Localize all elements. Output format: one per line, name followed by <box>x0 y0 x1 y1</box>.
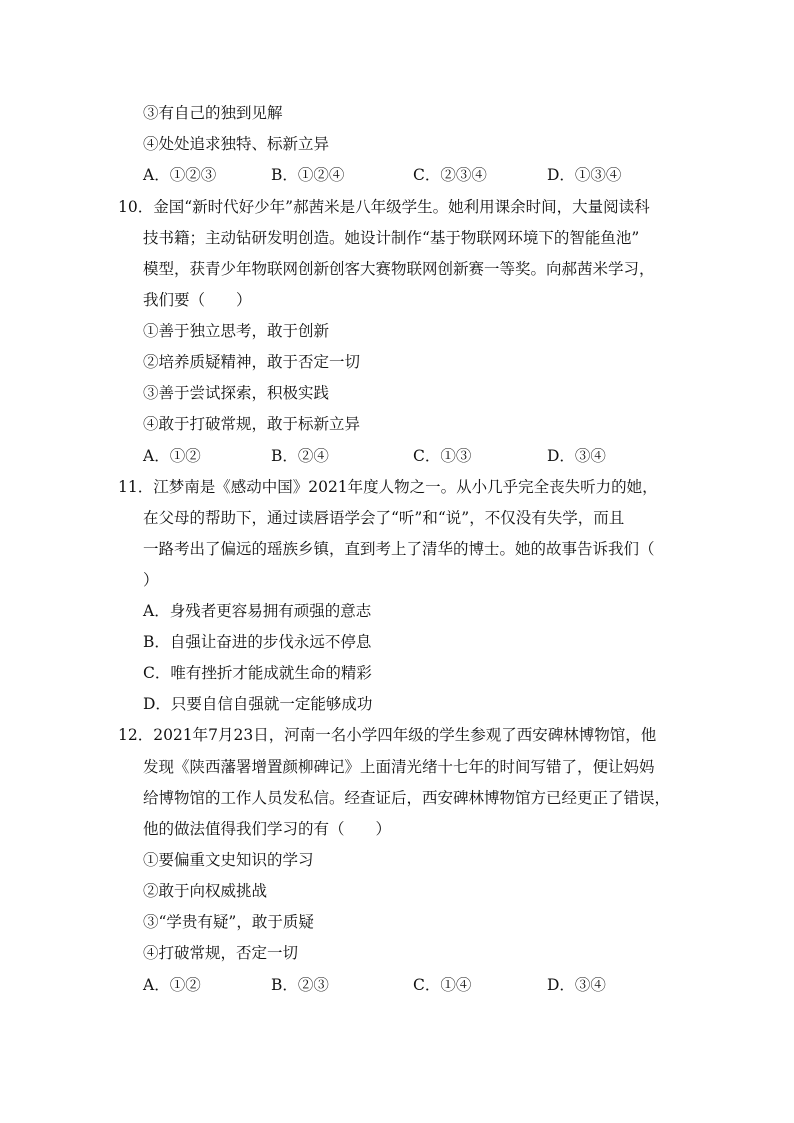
q10-stem-line-3: 模型，获青少年物联网创新创客大赛物联网创新赛一等奖。向郝茜米学习， <box>143 260 655 278</box>
q11-stem-line-2: 在父母的帮助下，通过读唇语学会了“听”和“说”，不仅没有失学，而且 <box>143 509 625 527</box>
q12-option-d[interactable]: D．③④ <box>547 976 606 994</box>
q9-option-b[interactable]: B．①②④ <box>271 166 345 184</box>
q11-stem-line-3: 一路考出了偏远的瑶族乡镇，直到考上了清华的博士。她的故事告诉我们（ <box>143 540 655 558</box>
q11-stem-line-4: ） <box>143 571 159 589</box>
q10-option-d[interactable]: D．③④ <box>547 447 606 465</box>
q10-stem-line-1: 10．金国“新时代好少年”郝茜米是八年级学生。她利用课余时间，大量阅读科 <box>118 198 650 216</box>
q11-option-a[interactable]: A．身残者更容易拥有顽强的意志 <box>143 602 372 620</box>
q12-statement-1: ①要偏重文史知识的学习 <box>143 851 314 869</box>
q12-stem-line-2: 发现《陕西藩署增置颜柳碑记》上面清光绪十七年的时间写错了，便让妈妈 <box>143 758 655 776</box>
q10-option-c[interactable]: C．①③ <box>413 447 472 465</box>
q10-statement-4: ④敢于打破常规，敢于标新立异 <box>143 415 361 433</box>
q12-statement-3: ③“学贵有疑”，敢于质疑 <box>143 913 314 931</box>
q10-option-a[interactable]: A．①② <box>143 447 201 465</box>
q10-stem-line-2: 技书籍；主动钻研发明创造。她设计制作“基于物联网环境下的智能鱼池” <box>143 229 640 247</box>
q10-statement-2: ②培养质疑精神，敢于否定一切 <box>143 353 361 371</box>
q9-options <box>143 165 703 185</box>
q12-statement-4: ④打破常规，否定一切 <box>143 944 299 962</box>
q9-option-d[interactable]: D．①③④ <box>547 166 622 184</box>
q11-option-b[interactable]: B．自强让奋进的步伐永远不停息 <box>143 633 372 651</box>
q9-statement-4: ④处处追求独特、标新立异 <box>143 135 330 153</box>
q11-stem-line-1: 11．江梦南是《感动中国》2021年度人物之一。从小几乎完全丧失听力的她， <box>118 478 658 496</box>
q9-option-c[interactable]: C．②③④ <box>413 166 487 184</box>
q12-stem-line-1: 12．2021年7月23日，河南一名小学四年级的学生参观了西安碑林博物馆，他 <box>118 726 657 744</box>
q12-stem-line-4: 他的做法值得我们学习的有（ ） <box>143 820 392 838</box>
q10-stem-line-4: 我们要（ ） <box>143 291 252 309</box>
q12-option-b[interactable]: B．②③ <box>271 976 329 994</box>
q10-options <box>143 446 703 466</box>
q12-option-c[interactable]: C．①④ <box>413 976 472 994</box>
q12-statement-2: ②敢于向权威挑战 <box>143 882 268 900</box>
q11-option-d[interactable]: D．只要自信自强就一定能够成功 <box>143 695 373 713</box>
q10-statement-3: ③善于尝试探索，积极实践 <box>143 384 330 402</box>
q12-stem-line-3: 给博物馆的工作人员发私信。经查证后，西安碑林博物馆方已经更正了错误， <box>143 789 671 807</box>
q10-statement-1: ①善于独立思考，敢于创新 <box>143 322 330 340</box>
q9-option-a[interactable]: A．①②③ <box>143 166 217 184</box>
q11-option-c[interactable]: C．唯有挫折才能成就生命的精彩 <box>143 664 372 682</box>
q12-options <box>143 975 703 995</box>
q10-option-b[interactable]: B．②④ <box>271 447 329 465</box>
q12-option-a[interactable]: A．①② <box>143 976 201 994</box>
q9-statement-3: ③有自己的独到见解 <box>143 104 283 122</box>
